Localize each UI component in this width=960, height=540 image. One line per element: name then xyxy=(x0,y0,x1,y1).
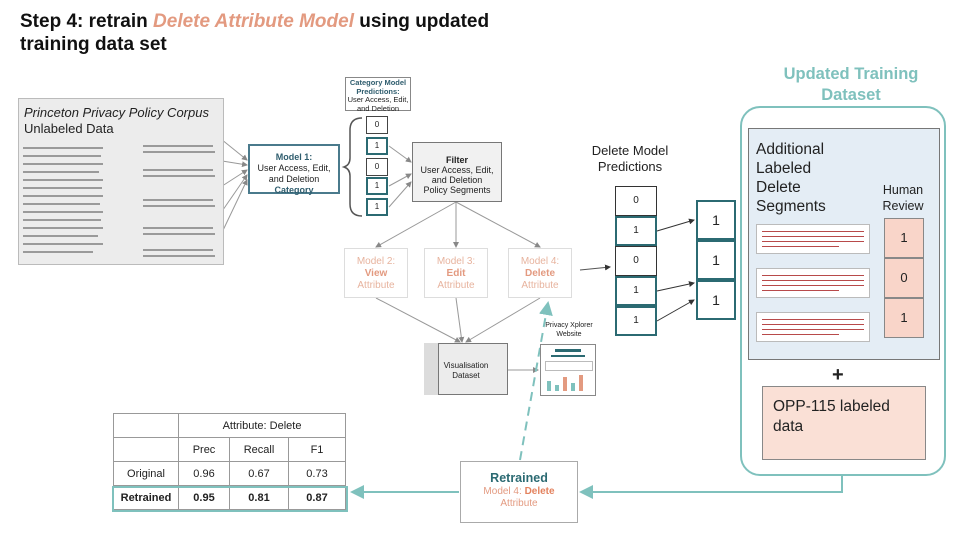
delete-prediction: 0 xyxy=(615,186,657,216)
table-corner-cell xyxy=(114,414,179,438)
labeled-segment-thumbnail xyxy=(756,224,870,254)
category-prediction: 0 xyxy=(366,158,388,176)
human-review-value: 0 xyxy=(884,258,924,298)
delete-prediction: 1 xyxy=(615,276,657,306)
human-review-label: Human Review xyxy=(882,183,924,213)
labeled-segment-thumbnail xyxy=(756,268,870,298)
corpus-title: Princeton Privacy Policy Corpus xyxy=(24,105,209,120)
delete-prediction: 1 xyxy=(615,216,657,246)
human-review-value: 1 xyxy=(884,298,924,338)
plus-sign: + xyxy=(832,364,844,386)
category-predictions-label: Category Model Predictions: User Access, Edit, and Deletion xyxy=(345,77,411,111)
table-row xyxy=(114,462,346,486)
human-review-value: 1 xyxy=(884,218,924,258)
table-cell: 0.81 xyxy=(230,486,289,510)
row-label: Original xyxy=(114,462,179,486)
table-cell: 0.73 xyxy=(289,462,346,486)
retrained-model4-box: Retrained Model 4: Delete Attribute xyxy=(460,461,578,523)
model1-box: Model 1: User Access, Edit, and Deletion Category xyxy=(248,144,340,194)
table-cell: 0.67 xyxy=(230,462,289,486)
title-highlight: Delete Attribute Model xyxy=(153,11,354,32)
table-cell: 0.96 xyxy=(179,462,230,486)
category-prediction: 1 xyxy=(366,177,388,195)
visualisation-dataset: Visualisation Dataset xyxy=(424,343,508,395)
privacy-xplorer-website-thumbnail xyxy=(540,344,596,396)
table-empty-cell xyxy=(114,438,179,462)
delete-model-predictions-label: Delete Model Predictions xyxy=(591,143,669,174)
column-header: Prec xyxy=(179,438,230,462)
category-prediction: 0 xyxy=(366,116,388,134)
model4-delete-attribute: Model 4: Delete Attribute xyxy=(508,248,572,298)
column-header: F1 xyxy=(289,438,346,462)
model3-edit-attribute: Model 3: Edit Attribute xyxy=(424,248,488,298)
labeled-segment-thumbnail xyxy=(756,312,870,342)
opp115-labeled-data-box: OPP-115 labeled data xyxy=(762,386,926,460)
positive-prediction: 1 xyxy=(696,240,736,280)
corpus-subtitle: Unlabeled Data xyxy=(24,121,114,136)
table-group-header: Attribute: Delete xyxy=(179,414,346,438)
visualisation-dataset-tab xyxy=(424,343,439,395)
table-cell: 0.87 xyxy=(289,486,346,510)
positive-prediction: 1 xyxy=(696,280,736,320)
table-cell: 0.95 xyxy=(179,486,230,510)
model2-view-attribute: Model 2: View Attribute xyxy=(344,248,408,298)
filter-box: Filter User Access, Edit, and Deletion Policy Segments xyxy=(412,142,502,202)
slide-title: Step 4: retrain Delete Attribute Model using updated training data set xyxy=(20,11,490,55)
row-label: Retrained xyxy=(114,486,179,510)
category-prediction: 1 xyxy=(366,198,388,216)
delete-prediction: 1 xyxy=(615,306,657,336)
additional-labeled-delete-segments-label: Additional Labeled Delete Segments xyxy=(756,141,826,215)
category-prediction: 1 xyxy=(366,137,388,155)
retrained-row-highlight xyxy=(112,486,348,512)
column-header: Recall xyxy=(230,438,289,462)
positive-prediction: 1 xyxy=(696,200,736,240)
privacy-xplorer-label: Privacy Xplorer Website xyxy=(545,322,593,338)
delete-prediction: 0 xyxy=(615,246,657,276)
updated-training-dataset-title: Updated Training Dataset xyxy=(783,65,919,104)
